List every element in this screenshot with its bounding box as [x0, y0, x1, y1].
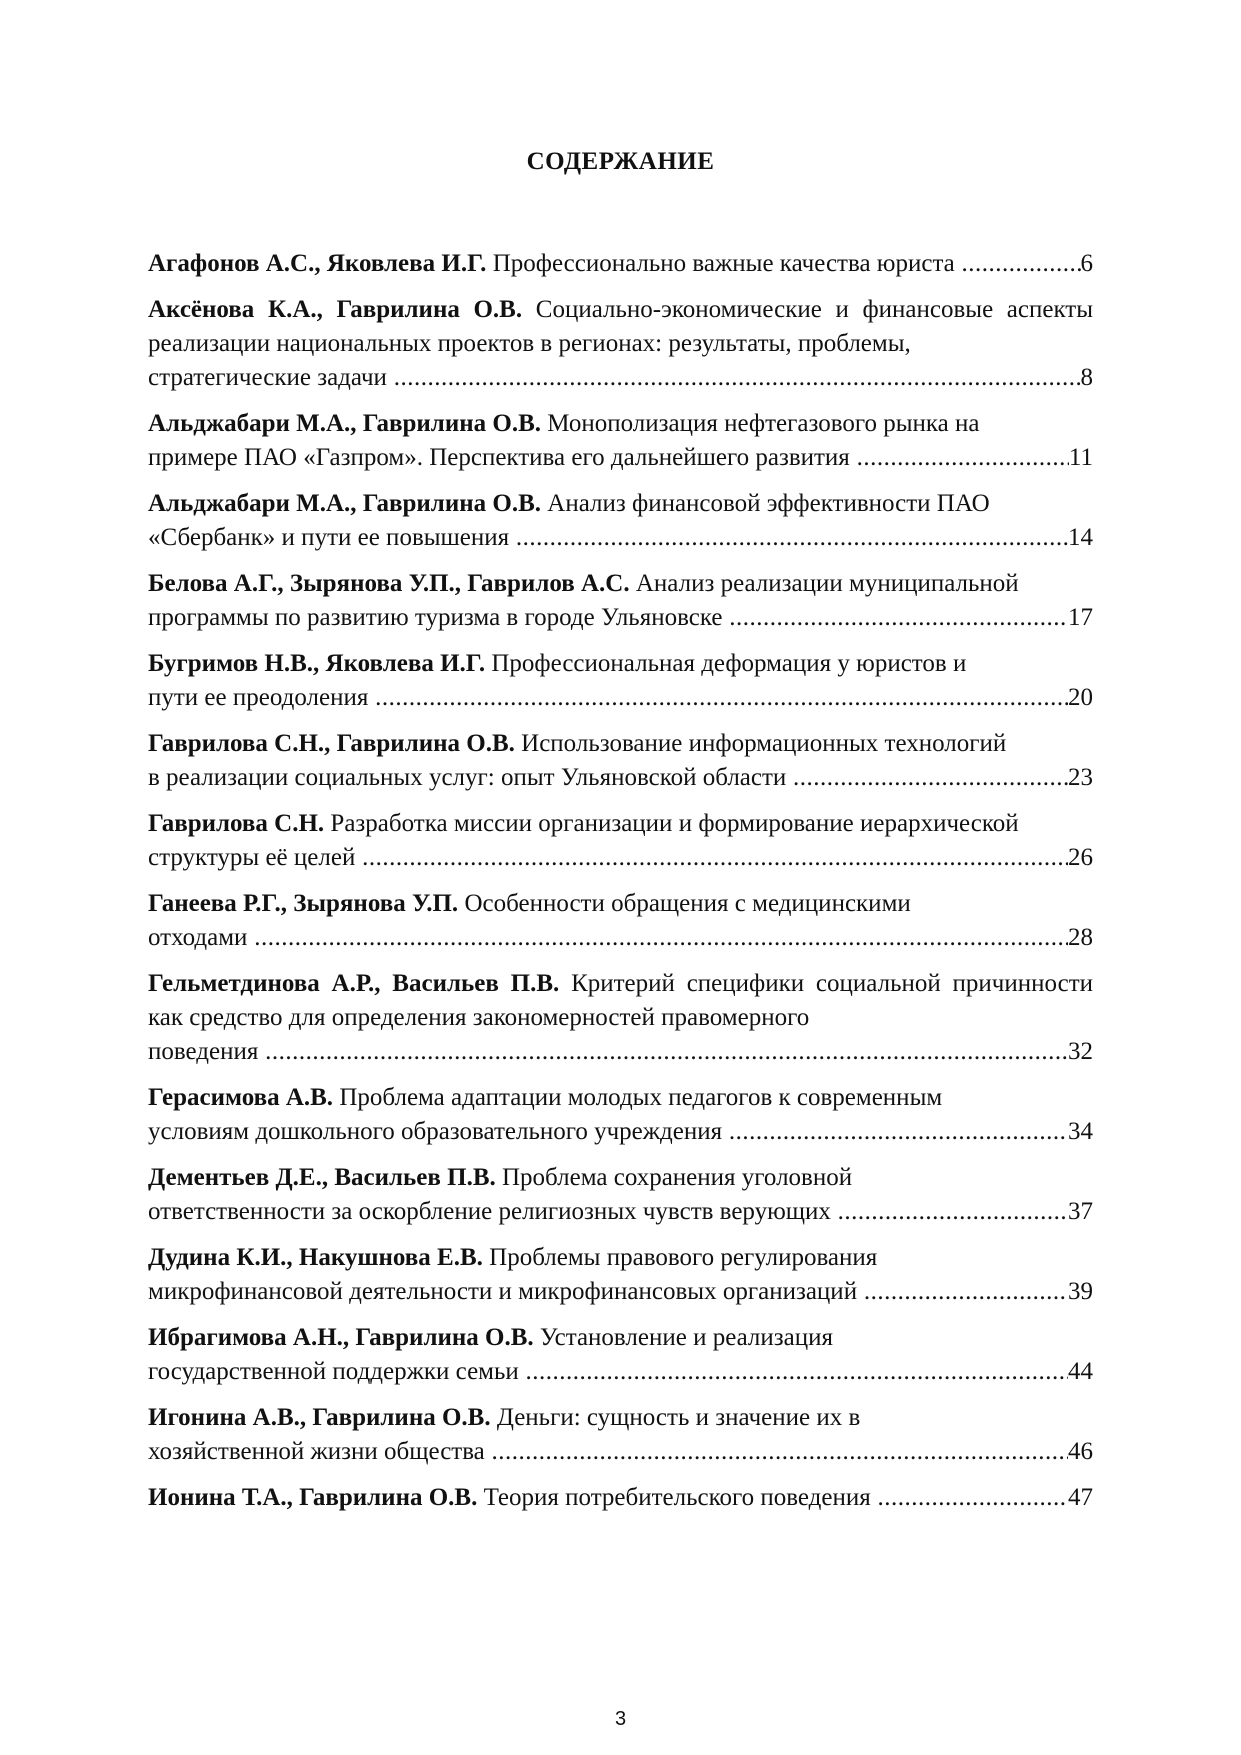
toc-entry-title-end — [148, 247, 1081, 281]
toc-entry-title-text: стратегические задачи — [148, 364, 387, 391]
toc-entry[interactable] — [148, 567, 1093, 635]
toc-entry-authors: Ганеева Р.Г., Зырянова У.П. — [148, 890, 459, 917]
toc-entry[interactable] — [148, 807, 1093, 875]
toc-entry-page: 37 — [1068, 1198, 1093, 1225]
toc-entry-title-start — [148, 1241, 1093, 1275]
toc-entry[interactable] — [148, 1161, 1093, 1229]
toc-entry-page: 47 — [1068, 1484, 1093, 1511]
toc-entry-title-end — [148, 1035, 1068, 1069]
toc-entry-title-start — [148, 1321, 1093, 1355]
toc-entry[interactable] — [148, 1241, 1093, 1309]
toc-entry[interactable] — [148, 1481, 1093, 1515]
toc-entry[interactable] — [148, 1321, 1093, 1389]
toc-entry-title-text: Установление и реализация — [539, 1324, 834, 1351]
toc-entry-title-start — [148, 1401, 1093, 1435]
toc-entry-leader-line — [148, 1275, 1093, 1309]
toc-entry-page: 11 — [1068, 444, 1093, 471]
table-of-contents — [148, 247, 1093, 1527]
toc-entry-title-text: государственной поддержки семьи — [148, 1358, 519, 1385]
toc-entry[interactable] — [148, 247, 1093, 281]
toc-entry-title-end — [148, 441, 1069, 475]
toc-entry-title-text: программы по развитию туризма в городе Ульяновске — [148, 604, 723, 631]
toc-entry-leader-line — [148, 1481, 1093, 1515]
toc-entry-leader-line — [148, 1195, 1093, 1229]
toc-entry-title-text: Монополизация нефтегазового рынка на — [547, 410, 980, 437]
toc-entry-page: 8 — [1080, 364, 1093, 391]
toc-entry-authors: Белова А.Г., Зырянова У.П., Гаврилов А.С. — [148, 570, 630, 597]
toc-entry-title-text: Профессиональная деформация у юристов и — [491, 650, 967, 677]
toc-entry-title-end — [148, 1435, 1068, 1469]
toc-entry-title-end — [148, 1481, 1068, 1515]
toc-entry[interactable] — [148, 293, 1093, 395]
toc-entry-title-start — [148, 807, 1093, 841]
toc-entry-title-text: отходами — [148, 924, 248, 951]
toc-entry-title-end — [148, 1195, 1068, 1229]
toc-entry-leader-line — [148, 841, 1093, 875]
toc-entry-title-start — [148, 727, 1093, 761]
toc-entry-title-text: Разработка миссии организации и формирование иерархической — [330, 810, 1019, 837]
toc-entry-title-start — [148, 487, 1093, 521]
toc-entry-page: 28 — [1068, 924, 1093, 951]
toc-entry-page: 6 — [1080, 250, 1093, 277]
toc-entry-authors: Игонина А.В., Гаврилина О.В. — [148, 1404, 491, 1431]
toc-entry-authors: Гельметдинова А.Р., Васильев П.В. — [148, 970, 560, 997]
toc-entry-title-text: Деньги: сущность и значение их в — [496, 1404, 861, 1431]
toc-entry-title-end — [148, 1275, 1068, 1309]
toc-entry-leader-line — [148, 1115, 1093, 1149]
toc-entry-leader-line — [148, 521, 1093, 555]
toc-entry-title-start — [148, 887, 1093, 921]
toc-entry-leader-line — [148, 1035, 1093, 1069]
toc-entry-title-text: поведения — [148, 1038, 259, 1065]
toc-entry-title-text: Анализ финансовой эффективности ПАО — [547, 490, 990, 517]
toc-entry-title-text: Проблема адаптации молодых педагогов к современным — [339, 1084, 943, 1111]
toc-entry-page: 44 — [1068, 1358, 1093, 1385]
toc-entry[interactable] — [148, 727, 1093, 795]
toc-entry-page: 34 — [1068, 1118, 1093, 1145]
toc-entry-title-start — [148, 567, 1093, 601]
toc-entry-title-start — [148, 293, 1093, 361]
toc-entry[interactable] — [148, 407, 1093, 475]
toc-entry-title-text: примере ПАО «Газпром». Перспектива его дальнейшего развития — [148, 444, 850, 471]
toc-entry[interactable] — [148, 1401, 1093, 1469]
toc-entry-page: 17 — [1068, 604, 1093, 631]
toc-entry-leader-line — [148, 441, 1093, 475]
toc-entry-title-text: Использование информационных технологий — [521, 730, 1007, 757]
toc-entry-title-text: условиям дошкольного образовательного учреждения — [148, 1118, 723, 1145]
toc-entry-title-end — [148, 1355, 1068, 1389]
toc-entry-page: 46 — [1068, 1438, 1093, 1465]
toc-entry-page: 26 — [1068, 844, 1093, 871]
toc-entry-title-start — [148, 407, 1093, 441]
toc-entry-page: 32 — [1068, 1038, 1093, 1065]
toc-entry-title-text: микрофинансовой деятельности и микрофинансовых организаций — [148, 1278, 858, 1305]
toc-entry[interactable] — [148, 967, 1093, 1069]
toc-entry-page: 20 — [1068, 684, 1093, 711]
toc-entry-authors: Герасимова А.В. — [148, 1084, 334, 1111]
toc-entry-title-text: Особенности обращения с медицинскими — [464, 890, 911, 917]
toc-entry-title-end — [148, 921, 1068, 955]
toc-entry-authors: Гаврилова С.Н. — [148, 810, 325, 837]
toc-entry-authors: Дудина К.И., Накушнова Е.В. — [148, 1244, 483, 1271]
toc-entry-authors: Гаврилова С.Н., Гаврилина О.В. — [148, 730, 515, 757]
page-number: 3 — [614, 1708, 627, 1730]
toc-entry-title-end — [148, 361, 1081, 395]
toc-entry-title-text: в реализации социальных услуг: опыт Ульяновской области — [148, 764, 787, 791]
toc-entry-leader-line — [148, 247, 1093, 281]
toc-entry-title-text: Анализ реализации муниципальной — [635, 570, 1019, 597]
toc-entry-title-text: Критерий специфики социальной причинности как средство для определения закономерностей правомерного — [148, 970, 1094, 1031]
toc-entry-leader-line — [148, 681, 1093, 715]
toc-entry-title-end — [148, 601, 1068, 635]
toc-entry[interactable] — [148, 887, 1093, 955]
toc-entry-page: 14 — [1068, 524, 1093, 551]
toc-entry-authors: Альджабари М.А., Гаврилина О.В. — [148, 490, 542, 517]
toc-entry-authors: Ибрагимова А.Н., Гаврилина О.В. — [148, 1324, 534, 1351]
toc-entry-authors: Аксёнова К.А., Гаврилина О.В. — [148, 296, 523, 323]
toc-entry-title-text: ответственности за оскорбление религиозных чувств верующих — [148, 1198, 831, 1225]
toc-entry-title-text: Теория потребительского поведения — [483, 1484, 871, 1511]
toc-entry-leader-line — [148, 1355, 1093, 1389]
toc-entry-title-text: Проблема сохранения уголовной — [502, 1164, 853, 1191]
toc-entry-title-start — [148, 967, 1093, 1035]
toc-entry[interactable] — [148, 487, 1093, 555]
toc-entry-title-text: Социально-экономические и финансовые аспекты реализации национальных проектов в регионах: результаты, проблемы, — [148, 296, 1094, 357]
toc-entry-title-end — [148, 841, 1068, 875]
toc-entry-authors: Бугримов Н.В., Яковлева И.Г. — [148, 650, 486, 677]
toc-entry-title-text: пути ее преодоления — [148, 684, 369, 711]
toc-entry-title-end — [148, 521, 1068, 555]
toc-entry[interactable] — [148, 647, 1093, 715]
toc-entry-title-start — [148, 1161, 1093, 1195]
toc-entry-page: 39 — [1068, 1278, 1093, 1305]
toc-entry-leader-line — [148, 761, 1093, 795]
toc-entry-title-text: Проблемы правового регулирования — [489, 1244, 878, 1271]
toc-entry-authors: Альджабари М.А., Гаврилина О.В. — [148, 410, 542, 437]
toc-entry-leader-line — [148, 1435, 1093, 1469]
toc-entry-title-end — [148, 761, 1068, 795]
toc-entry-title-start — [148, 647, 1093, 681]
toc-entry[interactable] — [148, 1081, 1093, 1149]
toc-entry-title-text: «Сбербанк» и пути ее повышения — [148, 524, 510, 551]
toc-entry-leader-line — [148, 921, 1093, 955]
toc-entry-title-text: хозяйственной жизни общества — [148, 1438, 485, 1465]
toc-entry-leader-line — [148, 601, 1093, 635]
toc-entry-title-end — [148, 1115, 1068, 1149]
page-title: СОДЕРЖАНИЕ — [526, 148, 715, 175]
toc-entry-authors: Дементьев Д.Е., Васильев П.В. — [148, 1164, 496, 1191]
toc-entry-title-text: структуры её целей — [148, 844, 356, 871]
toc-entry-page: 23 — [1068, 764, 1093, 791]
toc-entry-title-end — [148, 681, 1068, 715]
toc-entry-title-start — [148, 1081, 1093, 1115]
toc-entry-authors: Ионина Т.А., Гаврилина О.В. — [148, 1484, 478, 1511]
toc-entry-leader-line — [148, 361, 1093, 395]
toc-entry-authors: Агафонов А.С., Яковлева И.Г. — [148, 250, 487, 277]
toc-entry-title-text: Профессионально важные качества юриста — [492, 250, 955, 277]
